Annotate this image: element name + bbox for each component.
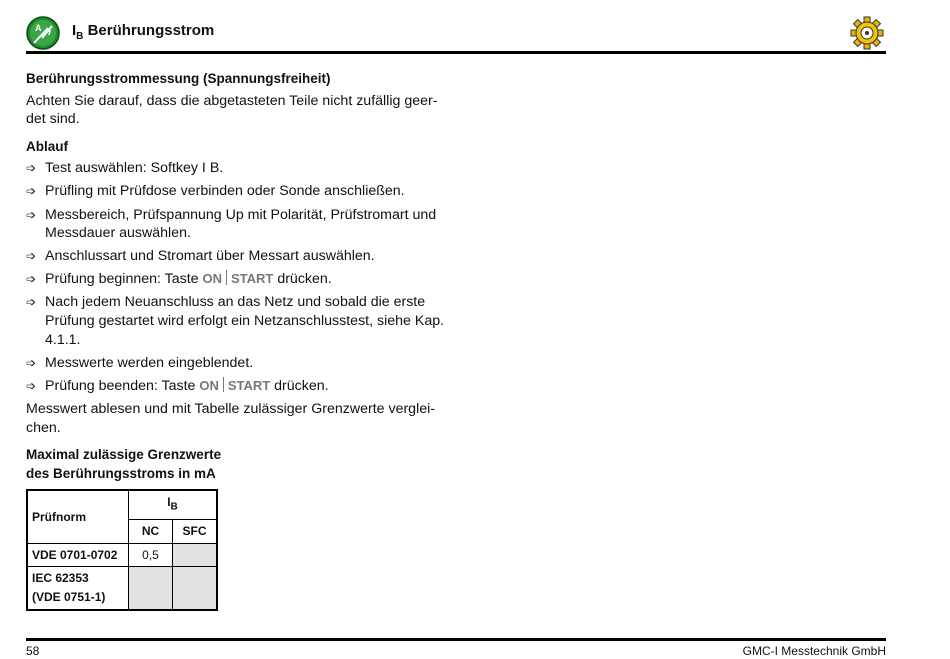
section-heading-procedure: Ablauf — [26, 138, 68, 154]
table-header-row — [27, 490, 217, 519]
arrow-right-icon: ➩ — [26, 355, 37, 370]
closing-text: Messwert ablesen und mit Tabelle zulässiger Grenzwerte verglei-chen. — [26, 400, 435, 436]
svg-text:A: A — [35, 23, 42, 33]
arrow-right-icon: ➩ — [26, 161, 37, 176]
list-item: ➩ Prüfung beginnen: Taste ON START drücken. — [26, 271, 332, 288]
arrow-right-icon: ➩ — [26, 295, 37, 310]
footer-divider — [26, 638, 886, 641]
header-sfc: SFC — [173, 520, 218, 544]
list-item: ➩ Anschlussart und Stromart über Messart auswählen. — [26, 248, 375, 265]
key-separator — [226, 270, 227, 285]
key-on-label: ON — [202, 271, 222, 287]
cell-nc: 0,5 — [129, 543, 173, 567]
section-text-measurement: Achten Sie darauf, dass die abgetasteten Teile nicht zufällig geer-det sind. — [26, 92, 438, 128]
header-divider — [26, 51, 886, 54]
arrow-right-icon: ➩ — [26, 378, 37, 393]
key-start-label: START — [231, 271, 274, 287]
list-item: ➩ Prüfling mit Prüfdose verbinden oder Sonde anschließen. — [26, 183, 405, 200]
limits-table — [26, 489, 218, 610]
list-item: ➩ Messwerte werden eingeblendet. — [26, 354, 254, 371]
touch-current-logo-icon — [26, 16, 60, 50]
key-on-label: ON — [199, 377, 219, 393]
cell-norm: IEC 62353 (VDE 0751-1) — [27, 567, 129, 610]
page-header — [26, 14, 886, 54]
key-separator — [223, 377, 224, 392]
cell-sfc — [173, 567, 218, 610]
arrow-right-icon: ➩ — [26, 184, 37, 199]
cell-sfc — [173, 543, 218, 567]
header-ib: $I_B$ — [129, 490, 218, 519]
page-title: $I_B$ Berührungsstrom — [72, 22, 215, 42]
page-number: 58 — [26, 644, 40, 658]
gear-icon[interactable] — [850, 16, 884, 50]
company-name: GMC-I Messtechnik GmbH — [742, 644, 886, 658]
list-item: ➩ Nach jedem Neuanschluss an das Netz und sobald die erste Prüfung gestartet wird erfolgt ein Netzanschlusstest, siehe Kap. 4.1.1. — [26, 294, 445, 348]
table-row — [27, 543, 217, 567]
arrow-right-icon: ➩ — [26, 272, 37, 287]
table-row — [27, 567, 217, 610]
list-item: ➩ Test auswählen: Softkey I B. — [26, 160, 224, 177]
header-nc: NC — [129, 520, 173, 544]
arrow-right-icon: ➩ — [26, 207, 37, 222]
key-start-label: START — [227, 377, 271, 393]
main-content — [26, 70, 446, 611]
list-item: ➩ Messbereich, Prüfspannung Up mit Polarität, Prüfstromart und Messdauer auswählen. — [26, 206, 437, 242]
cell-norm: VDE 0701-0702 — [27, 543, 129, 567]
arrow-right-icon: ➩ — [26, 249, 37, 264]
section-heading-measurement: Berührungsstrommessung (Spannungsfreiheit) — [26, 71, 331, 86]
list-item: ➩ Prüfung beenden: Taste ON START drücken. — [26, 377, 329, 394]
table-caption: Maximal zulässige Grenzwerte des Berührungsstroms in mA — [26, 447, 222, 481]
cell-nc — [129, 567, 173, 610]
procedure-list — [26, 159, 446, 395]
header-norm: Prüfnorm — [27, 490, 129, 543]
